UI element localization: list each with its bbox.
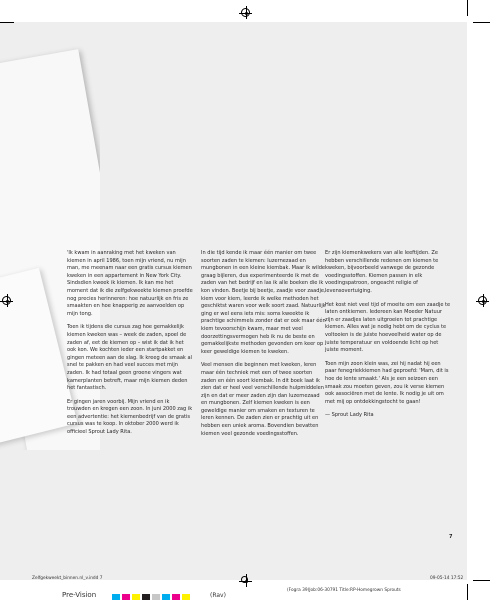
color-swatch xyxy=(182,594,190,600)
paragraph: Er zijn kiemenkwekers van alle leeftijden. Ze hebben verschillende redenen om kiemen te kweken, bijvoorbeeld vanwege de gezonde voedingsstoffen. Kiemen passen in elk voedingspatroon, ongeacht religie of levensovertuiging. xyxy=(325,250,439,294)
slug-filename: Zelfgekweekt_binnen.nl_v.indd 7 xyxy=(32,576,103,581)
crop-mark xyxy=(0,22,14,23)
color-swatch xyxy=(142,594,150,600)
crop-mark xyxy=(473,580,490,581)
paragraph: In die tijd kende ik maar één manier om twee soorten zaden te kiemen: luzernezaad en mungbonen in een kleine kiembak. Maar ik wilde graag bijleren, dus experimenteerde ik met de zaden van het bedrijf en las ik alle boeken die ik kon vinden. Beetje bij beetje, zaadje voor zaadje, kiem voor kiem, leerde ik welke methoden het geschiktst waren voor welk soort zaad. Natuurlijk ging er wel eens iets mis: soms kweekte ik prachtige schimmels zonder dat er ook maar één kiem tevoorschijn kwam, maar met veel doorzettingsvermogen heb ik nu de beste en gemakkelijkste methoden gevonden om keer op keer geweldige kiemen te kweken. xyxy=(201,250,326,355)
paragraph: 'Ik kwam in aanraking met het kweken van kiemen in april 1986, toen mijn vriend, nu mijn man, me meenam naar een gratis cursus kiemen kweken in een appartement in New York City. Sindsdien kweek ik kiemen. Ik kan me het moment dat ik die zelfgekweekte kiemen proefde nog precies herinneren: hoe natuurlijk en fris ze smaakten en hoe knapperig ze aanvoelden op mijn tong. xyxy=(67,250,193,317)
slug-date: 09-05-14 17:52 xyxy=(430,576,464,581)
text-column-3 xyxy=(325,250,451,426)
color-swatch xyxy=(152,594,160,600)
crop-mark xyxy=(467,584,468,600)
signature-line: — Sprout Lady Rita xyxy=(325,412,374,419)
paragraph: Toen ik tijdens die cursus zag hoe gemakkelijk kiemen kweken was – week de zaden, spoel de zaden af, eet de kiemen op – wist ik dat ik het ook kon. We kochten ieder een startpakket en gingen meteen aan de slag. Ik kreeg de smaak al snel te pakken en had veel succes met mijn zaden. Ik had totaal geen groene vingers wat kamerplanten betreft, maar mijn kiemen deden het fantastisch. xyxy=(67,324,192,392)
crop-mark xyxy=(473,22,490,23)
page-number: 7 xyxy=(449,534,453,540)
paragraph: Er gingen jaren voorbij. Mijn vriend en ik trouwden en kregen een zoon. In juni 2000 zag ik een advertentie: het kiemenbedrijf van de gratis cursus was te koop. In oktober 2000 werd ik officieel Sprout Lady Rita. xyxy=(67,398,193,436)
paragraph: Toen mijn zoon klein was, zei hij nadat hij een paar fenegriekkiemen had geproefd: 'Mam, dit is hoe de lente smaakt.' Als je een seizoen een smaak zou moeten geven, zou ik verse kiemen ook associëren met de lente. Ik nodig je uit om met mij op ontdekkingstocht te gaan! xyxy=(325,360,449,405)
registration-mark-icon xyxy=(2,296,11,305)
prepress-brand: Pre-Vision xyxy=(62,591,97,599)
prepress-job-info: (Fogra 39)Job:06-30791 Title:RP-Homegrown Sprouts xyxy=(287,588,401,593)
crop-mark xyxy=(467,0,468,16)
registration-mark-icon xyxy=(241,8,250,17)
color-swatch xyxy=(162,594,170,600)
text-column-2 xyxy=(201,250,327,444)
color-swatch xyxy=(172,594,180,600)
registration-mark-icon xyxy=(241,576,248,583)
text-column-1 xyxy=(67,250,193,443)
color-swatch xyxy=(132,594,140,600)
color-swatch xyxy=(122,594,130,600)
paragraph: Veel mensen die beginnen met kweken, leren maar één techniek met een of twee soorten zaden en één soort kiembak. In dit boek laat ik zien dat er heel veel verschillende hulpmiddelen zijn en dat er meer zaden zijn dan luzernezaad en mungbonen. Zelf kiemen kweken is een geweldige manier om smaken en texturen te leren kennen. De zaden zien er prachtig uit en hebben een uniek aroma. Bovendien bevatten kiemen veel gezonde voedingsstoffen. xyxy=(201,362,324,437)
paragraph: Het kost niet veel tijd of moeite om een zaadje te laten ontkiemen. Iedereen kan Moeder Natuur zijn er zaadjes laten uitgroeien tot prachtige kiemen. Alles wat je nodig hebt om de cyclus te voltooien is de juiste hoeveelheid water op de juiste temperatuur en voldoende licht op het juiste moment. xyxy=(325,301,451,354)
color-swatch xyxy=(112,594,120,600)
registration-mark-icon xyxy=(478,296,487,305)
prepress-code: (Rav) xyxy=(210,592,226,599)
